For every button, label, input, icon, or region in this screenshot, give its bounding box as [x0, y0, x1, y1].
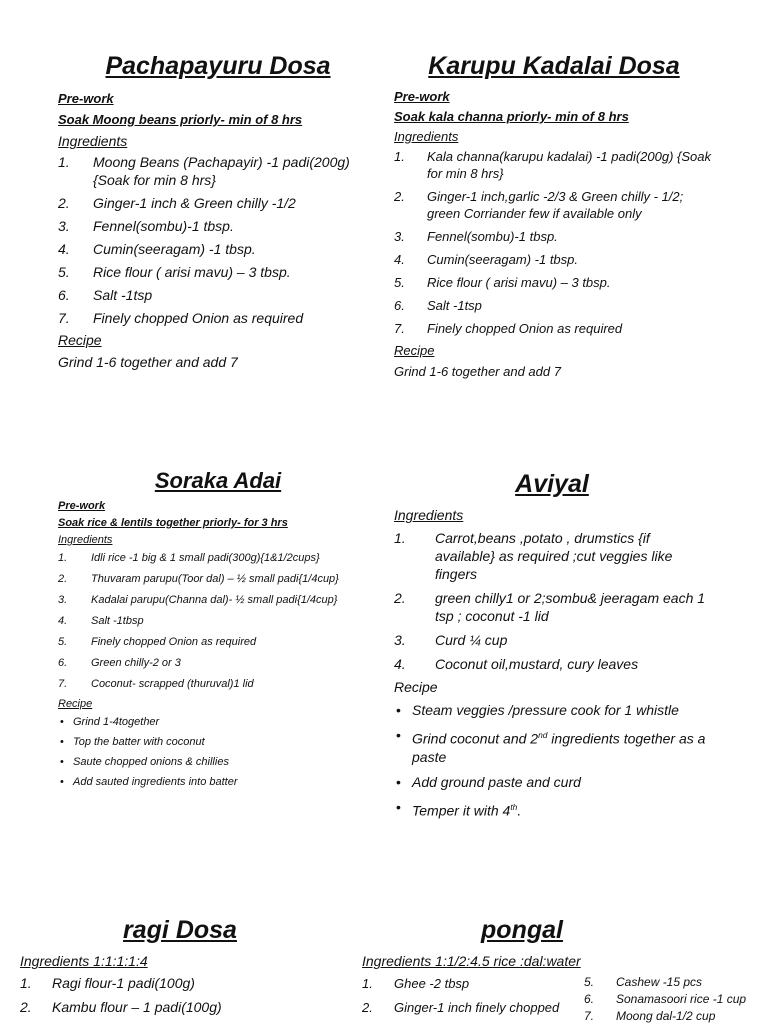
list-item: 7. Coconut- scrapped (thuruval)1 lid — [58, 678, 254, 690]
ingredient-list — [394, 529, 710, 673]
list-item: 1. Ghee -2 tbsp — [362, 976, 470, 991]
list-item: 3. Fennel(sombu)-1 tbsp. — [394, 229, 558, 244]
list-item: 2. Thuvaram parupu(Toor dal) – ½ small padi{1/4cup} — [58, 573, 339, 585]
recipe-pachapayuru — [58, 52, 378, 370]
list-item: 7. Finely chopped Onion as required — [394, 321, 623, 336]
prework-label: Pre-work — [58, 91, 114, 106]
recipe-ragi-dosa — [20, 916, 340, 1022]
list-item: 5. Cashew -15 pcs — [584, 975, 703, 989]
ingredients-label: Ingredients 1:1/2:4.5 rice :dal:water — [362, 953, 581, 969]
list-item: 2. Kambu flour – 1 padi(100g) — [20, 999, 222, 1015]
list-item: 5. Finely chopped Onion as required — [58, 636, 257, 648]
list-item: • Grind coconut and 2nd ingredients together as a paste — [394, 726, 710, 766]
prework-label: Pre-work — [394, 89, 450, 104]
ingredients-label: Ingredients — [394, 507, 464, 523]
ingredients-label: Ingredients 1:1:1:1:4 — [20, 953, 148, 969]
soak-note: Soak kala channa priorly- min of 8 hrs — [394, 109, 629, 124]
recipe-title: Soraka Adai — [154, 468, 282, 493]
recipe-steps — [58, 715, 378, 790]
list-item: 6. Green chilly-2 or 3 — [58, 657, 181, 669]
list-item: • Steam veggies /pressure cook for 1 whistle — [394, 701, 710, 719]
list-item: 1. Kala channa(karupu kadalai) -1 padi(200g) {Soak for min 8 hrs} — [394, 149, 712, 181]
soak-note: Soak rice & lentils together priorly- for 3 hrs — [58, 517, 288, 529]
list-item: 4. Salt -1tbsp — [58, 615, 144, 627]
recipe-karupu-kadalai — [394, 52, 714, 379]
prework-label: Pre-work — [58, 500, 106, 512]
ingredients-label: Ingredients — [58, 133, 128, 149]
list-item: 3. Kadalai parupu(Channa dal)- ½ small padi{1/4cup} — [58, 594, 338, 606]
recipe-title: ragi Dosa — [123, 916, 237, 944]
list-item: 1. Carrot,beans ,potato , drumstics {if available} as required ;cut veggies like fingers — [394, 530, 673, 582]
list-item: • Top the batter with coconut — [58, 735, 378, 750]
recipe-text: Grind 1-6 together and add 7 — [58, 354, 238, 370]
list-item: 1. Idli rice -1 big & 1 small padi(300g){1&1/2cups} — [58, 552, 320, 564]
list-item: • Grind 1-4together — [58, 715, 378, 730]
list-item: 4. Coconut oil,mustard, cury leaves — [394, 656, 639, 672]
list-item: 3. Fennel(sombu)-1 tbsp. — [58, 218, 234, 234]
list-item: 5. Rice flour ( arisi mavu) – 3 tbsp. — [394, 275, 611, 290]
list-item: 2. green chilly1 or 2;sombu& jeeragam each 1 tsp ; coconut -1 lid — [394, 590, 706, 624]
list-item: 7. Moong dal-1/2 cup — [584, 1009, 716, 1023]
ingredient-list — [20, 974, 340, 1016]
recipe-title: Karupu Kadalai Dosa — [428, 52, 680, 80]
recipe-title: Pachapayuru Dosa — [105, 52, 331, 80]
recipe-label: Recipe — [394, 343, 435, 358]
ingredient-list — [584, 975, 764, 1024]
list-item: 2. Ginger-1 inch finely chopped — [362, 1000, 560, 1015]
list-item: 4. Cumin(seeragam) -1 tbsp. — [394, 252, 578, 267]
list-item: 1. Ragi flour-1 padi(100g) — [20, 975, 195, 991]
ingredient-list — [58, 153, 378, 327]
ingredients-label: Ingredients — [394, 129, 459, 144]
list-item: 5. Rice flour ( arisi mavu) – 3 tbsp. — [58, 264, 291, 280]
ingredient-list — [58, 551, 348, 692]
list-item: • Add sauted ingredients into batter — [58, 775, 378, 790]
list-item: 4. Cumin(seeragam) -1 tbsp. — [58, 241, 256, 257]
recipe-soraka-adai — [58, 468, 378, 795]
list-item: 6. Salt -1tsp — [58, 287, 153, 303]
ingredient-list — [394, 148, 714, 337]
soak-note: Soak Moong beans priorly- min of 8 hrs — [58, 112, 303, 127]
list-item: 2. Ginger-1 inch & Green chilly -1/2 — [58, 195, 296, 211]
list-item: 2. Ginger-1 inch,garlic -2/3 & Green chilly - 1/2; green Corriander few if available only — [394, 189, 684, 221]
pongal-side-list — [584, 975, 764, 1026]
recipe-label: Recipe — [58, 698, 93, 710]
recipe-title: pongal — [481, 916, 563, 944]
list-item: • Saute chopped onions & chillies — [58, 755, 378, 770]
recipe-text: Grind 1-6 together and add 7 — [394, 364, 561, 379]
list-item: • Add ground paste and curd — [394, 773, 710, 791]
ingredients-label: Ingredients — [58, 534, 113, 546]
list-item: 6. Sonamasoori rice -1 cup — [584, 992, 747, 1006]
list-item: 1. Moong Beans (Pachapayir) -1 padi(200g) {Soak for min 8 hrs} — [58, 154, 350, 188]
recipe-label: Recipe — [58, 332, 102, 348]
recipe-aviyal — [394, 470, 724, 826]
list-item: 7. Finely chopped Onion as required — [58, 310, 304, 326]
list-item: • Temper it with 4th. — [394, 798, 710, 820]
recipe-steps — [394, 701, 710, 819]
list-item: 6. Salt -1tsp — [394, 298, 482, 313]
list-item: 3. Curd ¼ cup — [394, 632, 508, 648]
recipe-title: Aviyal — [515, 470, 589, 498]
recipe-label: Recipe — [394, 679, 438, 695]
